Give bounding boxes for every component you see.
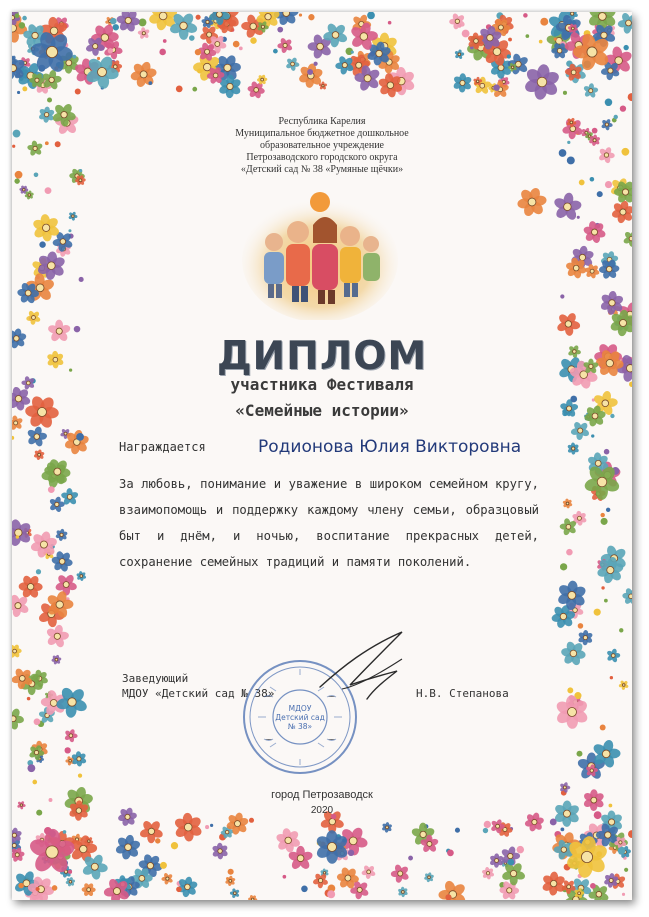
berry-ornament (540, 18, 548, 26)
berry-ornament (367, 12, 375, 19)
flower-ornament (55, 686, 88, 719)
flower-ornament (137, 27, 150, 40)
berry-ornament (623, 45, 628, 50)
flower-ornament (556, 312, 581, 337)
flower-ornament (556, 580, 587, 610)
flower-ornament (45, 624, 69, 649)
berry-ornament (610, 676, 613, 679)
flower-ornament (454, 49, 464, 59)
berry-ornament (176, 887, 182, 893)
flower-ornament (567, 345, 581, 359)
berry-ornament (576, 751, 582, 757)
flower-ornament (381, 822, 392, 833)
flower-ornament (606, 648, 620, 663)
berry-ornament (560, 827, 564, 831)
flower-ornament (55, 529, 68, 542)
header-org-line3: Петрозаводского городского округа (246, 152, 398, 163)
berry-ornament (554, 38, 557, 41)
berry-ornament (196, 15, 201, 20)
flower-ornament (76, 571, 87, 581)
berry-ornament (560, 294, 564, 298)
berry-ornament (455, 828, 460, 833)
berry-ornament (567, 687, 573, 693)
flower-ornament (26, 426, 47, 448)
berry-ornament (79, 169, 82, 172)
berry-ornament (39, 241, 45, 247)
flower-ornament (541, 871, 566, 895)
berry-ornament (614, 115, 618, 119)
berry-ornament (45, 141, 49, 145)
flower-ornament (601, 118, 613, 130)
berry-ornament (49, 798, 53, 802)
family-illustration (240, 180, 400, 320)
flower-ornament (12, 847, 25, 862)
berry-ornament (22, 86, 27, 91)
berry-ornament (52, 885, 58, 891)
berry-ornament (592, 128, 598, 134)
flower-ornament (17, 801, 26, 810)
berry-ornament (14, 178, 19, 183)
berry-ornament (610, 414, 614, 418)
berry-ornament (629, 381, 632, 387)
flower-ornament (12, 415, 23, 431)
berry-ornament (76, 433, 84, 441)
flower-ornament (562, 498, 572, 508)
flower-ornament (30, 530, 58, 558)
berry-ornament (620, 105, 626, 111)
berry-ornament (68, 229, 71, 232)
award-reason-text: За любовь, понимание и уважение в широком семейном кругу, взаимопомощь и поддержку каждому члену семьи, образцовый быт и днём, и ночью, воспитание прекрасных детей, сохранение семейных традиций и памяти поколений. (119, 477, 539, 569)
flower-ornament (611, 200, 632, 224)
flower-ornament (49, 496, 65, 513)
flower-ornament (28, 829, 77, 876)
berry-ornament (75, 88, 81, 94)
berry-ornament (78, 773, 82, 777)
berry-ornament (72, 55, 76, 59)
flower-ornament (118, 807, 138, 827)
flower-ornament (622, 587, 632, 605)
flower-ornament (397, 887, 408, 898)
berry-ornament (591, 434, 594, 437)
flower-ornament (449, 13, 466, 30)
flower-ornament (115, 834, 141, 860)
flower-ornament (523, 63, 561, 100)
berry-ornament (17, 91, 20, 94)
berry-ornament (69, 369, 72, 372)
berry-ornament (210, 824, 213, 827)
berry-ornament (36, 810, 42, 816)
berry-ornament (27, 697, 31, 701)
berry-ornament (577, 216, 580, 219)
berry-ornament (559, 149, 567, 157)
berry-ornament (139, 19, 147, 27)
flower-ornament (71, 751, 87, 767)
berry-ornament (566, 549, 572, 555)
berry-ornament (313, 62, 317, 66)
berry-ornament (567, 156, 575, 164)
berry-ornament (351, 51, 354, 54)
berry-ornament (195, 49, 201, 55)
berry-ornament (601, 518, 608, 525)
flower-ornament (25, 394, 59, 429)
flower-ornament (583, 83, 599, 99)
handwritten-signature (312, 627, 422, 707)
flower-ornament (619, 680, 629, 690)
berry-ornament (249, 818, 254, 823)
flower-ornament (559, 782, 570, 794)
flower-ornament (524, 812, 544, 832)
flower-ornament (247, 81, 265, 99)
berry-ornament (624, 868, 628, 872)
berry-ornament (457, 23, 461, 27)
flower-ornament (517, 186, 548, 217)
berry-ornament (273, 49, 278, 54)
flower-ornament (623, 230, 632, 247)
berry-ornament (609, 804, 613, 808)
flower-ornament (277, 37, 293, 53)
flower-ornament (12, 644, 22, 659)
header-org-line4: «Детский сад № 38 «Румяные щёчки» (240, 164, 404, 175)
flower-ornament (570, 421, 590, 441)
berry-ornament (12, 436, 14, 440)
berry-ornament (590, 883, 596, 889)
berry-ornament (628, 830, 632, 838)
flower-ornament (248, 895, 257, 900)
flower-ornament (64, 728, 78, 742)
berry-ornament (34, 718, 41, 725)
footer-city: город Петрозаводск (271, 789, 373, 801)
berry-ornament (163, 39, 167, 43)
diploma-title: ДИПЛОМ (216, 334, 428, 379)
berry-ornament (16, 535, 19, 538)
berry-ornament (34, 173, 39, 178)
flower-ornament (577, 630, 593, 645)
flower-ornament (27, 140, 43, 156)
berry-ornament (550, 819, 557, 826)
berry-ornament (283, 875, 287, 879)
berry-ornament (299, 13, 302, 16)
berry-ornament (47, 97, 52, 102)
berry-ornament (110, 18, 117, 25)
berry-ornament (192, 87, 197, 92)
berry-ornament (597, 191, 603, 197)
berry-ornament (15, 171, 23, 179)
berry-ornament (508, 859, 515, 866)
berry-ornament (48, 486, 55, 493)
berry-ornament (12, 145, 15, 148)
berry-ornament (560, 563, 567, 570)
berry-ornament (621, 148, 629, 156)
berry-ornament (176, 85, 183, 92)
signatory-name: Н.В. Степанова (416, 687, 509, 700)
berry-ornament (36, 887, 40, 891)
flower-ornament (161, 872, 173, 885)
flower-ornament (285, 57, 299, 71)
stamp-line1: МДОУ (288, 704, 312, 713)
flower-ornament (33, 449, 44, 460)
berry-ornament (97, 57, 100, 60)
berry-ornament (228, 869, 234, 875)
berry-ornament (327, 890, 335, 898)
berry-ornament (301, 886, 308, 893)
berry-ornament (19, 22, 25, 28)
berry-ornament (388, 21, 392, 25)
flower-ornament (225, 875, 236, 886)
berry-ornament (604, 449, 610, 455)
berry-ornament (618, 847, 626, 855)
berry-ornament (308, 14, 314, 20)
berry-ornament (233, 41, 240, 48)
festival-name: «Семейные истории» (235, 401, 409, 420)
berry-ornament (601, 586, 604, 589)
flower-ornament (38, 106, 55, 123)
flower-ornament (230, 888, 240, 898)
flower-ornament (130, 61, 157, 89)
berry-ornament (408, 856, 413, 861)
stamp-line3: № 38» (287, 722, 313, 731)
berry-ornament (619, 628, 623, 632)
berry-ornament (447, 850, 454, 857)
berry-ornament (68, 870, 72, 874)
berry-ornament (579, 180, 585, 186)
berry-ornament (205, 825, 209, 829)
flower-ornament (481, 867, 494, 880)
berry-ornament (13, 130, 21, 138)
berry-ornament (508, 38, 512, 42)
flower-ornament (211, 843, 228, 860)
berry-ornament (628, 93, 632, 101)
berry-ornament (22, 16, 27, 21)
flower-ornament (82, 882, 96, 897)
berry-ornament (348, 850, 354, 856)
footer-year: 2020 (310, 805, 334, 816)
berry-ornament (507, 54, 511, 58)
berry-ornament (594, 811, 602, 819)
berry-ornament (148, 81, 152, 85)
flower-ornament (561, 640, 587, 666)
berry-ornament (108, 48, 113, 53)
flower-ornament (438, 879, 467, 900)
berry-ornament (63, 830, 67, 834)
berry-ornament (171, 842, 178, 849)
berry-ornament (493, 84, 500, 91)
berry-ornament (594, 609, 601, 616)
berry-ornament (159, 49, 166, 56)
signer-position-line2: МДОУ «Детский сад № 38» (122, 687, 275, 700)
flower-ornament (452, 73, 472, 93)
flower-ornament (68, 211, 78, 221)
flower-ornament (51, 654, 61, 665)
berry-ornament (160, 862, 167, 869)
flower-ornament (489, 853, 504, 868)
flower-ornament (361, 864, 376, 879)
berry-ornament (15, 13, 20, 18)
berry-ornament (239, 47, 243, 51)
berry-ornament (65, 747, 71, 753)
flower-ornament (567, 442, 580, 454)
flower-ornament (12, 328, 27, 349)
stamp-line2: Детский сад (275, 713, 325, 722)
berry-ornament (517, 846, 524, 853)
berry-ornament (590, 177, 595, 182)
flower-ornament (51, 550, 73, 572)
berry-ornament (604, 599, 608, 603)
berry-ornament (250, 37, 256, 43)
header-org-line2: образовательное учреждение (259, 140, 384, 151)
flower-ornament (424, 872, 435, 882)
flower-ornament (47, 320, 71, 343)
berry-ornament (155, 838, 160, 843)
flower-ornament (391, 864, 410, 884)
berry-ornament (606, 508, 610, 512)
flower-ornament (46, 351, 64, 369)
flower-ornament (173, 813, 203, 842)
berry-ornament (605, 99, 613, 107)
flower-ornament (553, 800, 580, 827)
flower-ornament (44, 458, 71, 486)
flower-ornament (65, 877, 75, 887)
flower-ornament (584, 263, 599, 278)
header-org-line1: Муниципальное бюджетное дошкольное (235, 128, 409, 139)
berry-ornament (600, 725, 606, 731)
berry-ornament (523, 13, 528, 18)
berry-ornament (539, 40, 543, 44)
flower-ornament (26, 310, 41, 325)
flower-ornament (32, 214, 61, 242)
flower-ornament (554, 695, 589, 729)
berry-ornament (18, 883, 23, 888)
berry-ornament (600, 513, 604, 517)
berry-ornament (622, 893, 625, 896)
flower-ornament (19, 574, 43, 599)
berry-ornament (79, 277, 84, 282)
berry-ornament (45, 187, 52, 194)
recipient-name: Родионова Юлия Викторовна (258, 437, 522, 457)
diploma-subtitle: участника Фестиваля (230, 375, 414, 394)
berry-ornament (113, 24, 119, 30)
berry-ornament (27, 764, 35, 772)
berry-ornament (483, 828, 488, 833)
berry-ornament (55, 141, 61, 147)
berry-ornament (578, 623, 584, 629)
berry-ornament (570, 396, 577, 403)
berry-ornament (189, 35, 195, 41)
awarded-label: Награждается (119, 440, 206, 454)
flower-ornament (617, 12, 632, 34)
signer-position-line1: Заведующий (122, 672, 189, 685)
flower-ornament (54, 573, 77, 595)
berry-ornament (567, 141, 570, 144)
flower-ornament (12, 707, 24, 730)
diploma-sheet (12, 12, 632, 900)
flower-ornament (116, 12, 140, 33)
berry-ornament (307, 69, 313, 75)
berry-ornament (484, 821, 491, 828)
berry-ornament (526, 34, 530, 38)
berry-ornament (32, 780, 37, 785)
berry-ornament (462, 30, 470, 38)
flower-ornament (598, 146, 615, 163)
flower-ornament (582, 789, 605, 811)
berry-ornament (74, 326, 81, 333)
header-republic: Республика Карелия (278, 116, 366, 127)
berry-ornament (277, 27, 283, 33)
berry-ornament (36, 569, 41, 574)
berry-ornament (563, 91, 567, 95)
berry-ornament (605, 181, 612, 188)
flower-ornament (583, 220, 607, 244)
